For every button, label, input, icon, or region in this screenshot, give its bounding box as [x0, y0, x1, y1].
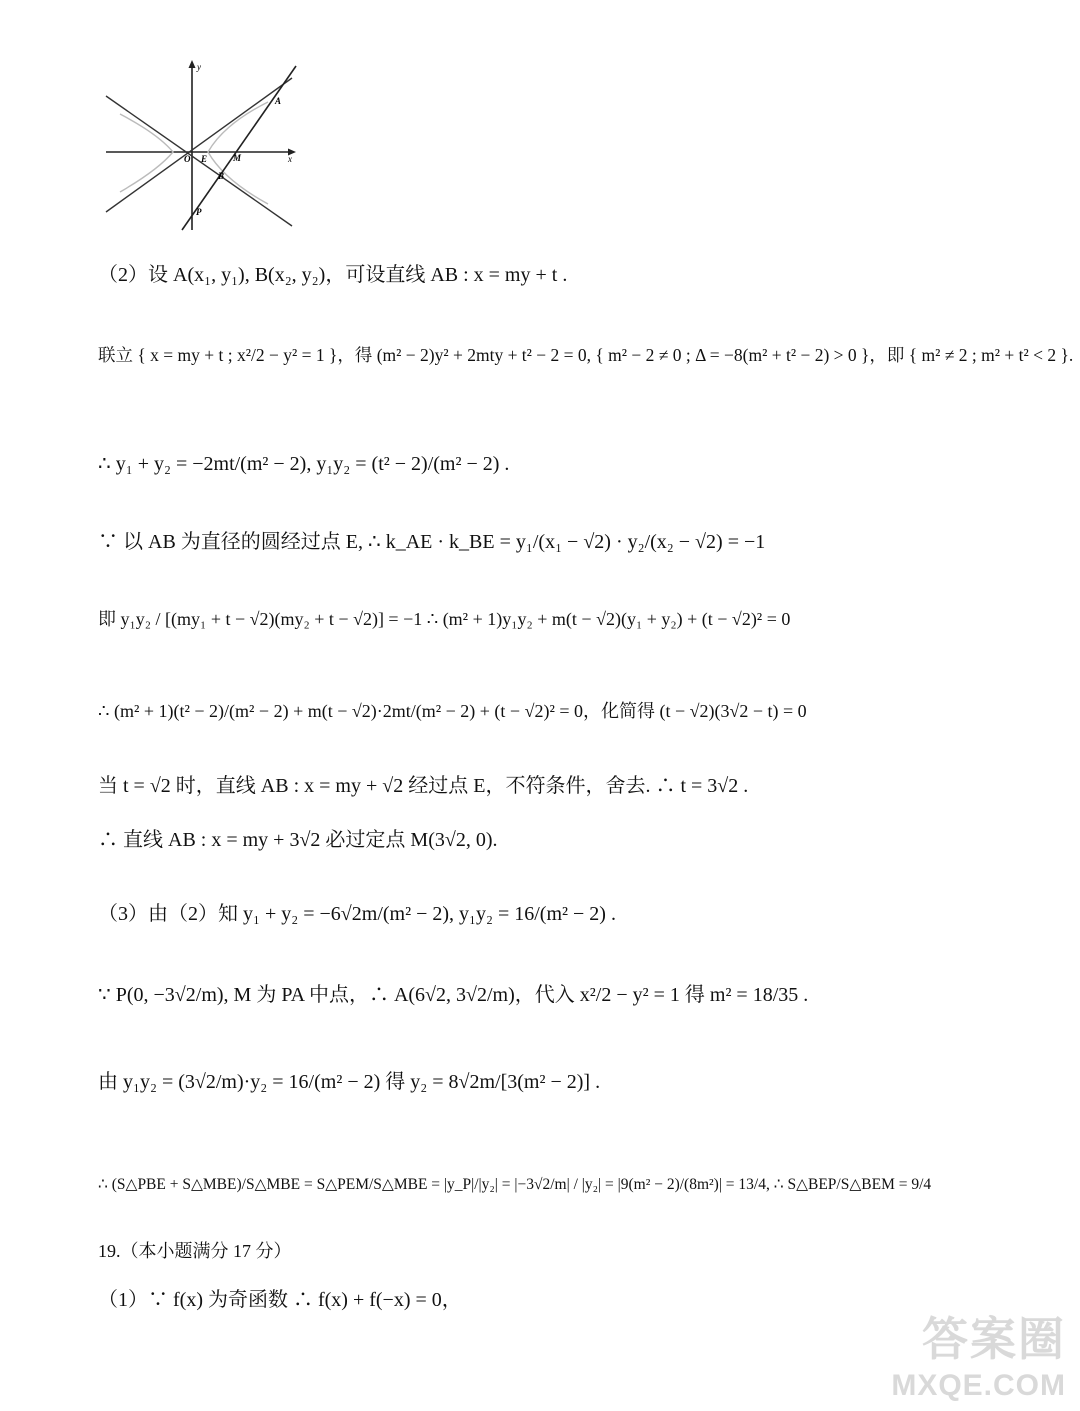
circle-condition: ∵ 以 AB 为直径的圆经过点 E, ∴ k_AE · k_BE = y₁/(x₁ − √2) · y₂/(x₂ − √2) = −1 [98, 531, 766, 553]
part3-vieta: （3）由（2）知 y₁ + y₂ = −6√2m/(m² − 2), y₁y₂ = 16/(m² − 2) . [98, 903, 616, 925]
label-P: P [196, 207, 202, 217]
case-t-root2: 当 t = √2 时，直线 AB : x = my + √2 经过点 E，不符条件，舍去. ∴ t = 3√2 . [98, 775, 749, 797]
product-equation: 即 y₁y₂ / [(my₁ + t − √2)(my₂ + t − √2)] = −1 ∴ (m² + 1)y₁y₂ + m(t − √2)(y₁ + y₂) + (t − √2)² = 0 [98, 609, 791, 629]
fixed-point-conclusion: ∴ 直线 AB : x = my + 3√2 必过定点 M(3√2, 0). [98, 829, 498, 851]
watermark-logo [891, 1303, 1066, 1403]
label-O: O [184, 154, 191, 164]
hyperbola-figure [100, 58, 310, 233]
question-19-part1: （1）∵ f(x) 为奇函数 ∴ f(x) + f(−x) = 0， [98, 1289, 462, 1311]
part2-setup: （2）设 A(x₁, y₁), B(x₂, y₂)，可设直线 AB : x = my + t . [98, 264, 568, 286]
label-y: y [197, 62, 201, 72]
y-axis-arrow [189, 60, 196, 68]
system-equation: 联立 { x = my + t ; x²/2 − y² = 1 }，得 (m² − 2)y² + 2mty + t² − 2 = 0, { m² − 2 ≠ 0 ; Δ = −8(m² + t² − 2) > 0 }，即 { m² ≠ 2 ; m² + t² < 2 }. [98, 345, 1074, 365]
solve-y2: 由 y₁y₂ = (3√2/m)·y₂ = 16/(m² − 2) 得 y₂ = 8√2m/[3(m² − 2)] . [98, 1071, 601, 1093]
question-19-heading: 19.（本小题满分 17 分） [98, 1241, 292, 1261]
label-M: M [233, 153, 242, 163]
label-x: x [288, 154, 292, 164]
simplified-equation: ∴ (m² + 1)(t² − 2)/(m² − 2) + m(t − √2)·2mt/(m² − 2) + (t − √2)² = 0，化简得 (t − √2)(3√2 − t) = 0 [98, 701, 807, 721]
line-ab [182, 66, 296, 230]
watermark-line2: MXQE.COM [891, 1369, 1066, 1402]
hyperbola-left-branch [120, 114, 173, 192]
label-A: A [275, 96, 282, 106]
asymptote-2 [106, 78, 292, 212]
midpoint-substitution: ∵ P(0, −3√2/m), M 为 PA 中点，∴ A(6√2, 3√2/m)，代入 x²/2 − y² = 1 得 m² = 18/35 . [98, 984, 809, 1006]
label-E: E [201, 154, 208, 164]
label-B: B [218, 171, 225, 181]
area-ratio: ∴ (S△PBE + S△MBE)/S△MBE = S△PEM/S△MBE = |y_P|/|y₂| = |−3√2/m| / |y₂| = |9(m² − 2)/(8m²)| = 13/4, ∴ S△BEP/S△BEM = 9/4 [98, 1176, 932, 1193]
watermark-line1: 答案圈 [922, 1313, 1066, 1365]
vieta-relations: ∴ y₁ + y₂ = −2mt/(m² − 2), y₁y₂ = (t² − 2)/(m² − 2) . [98, 453, 510, 475]
